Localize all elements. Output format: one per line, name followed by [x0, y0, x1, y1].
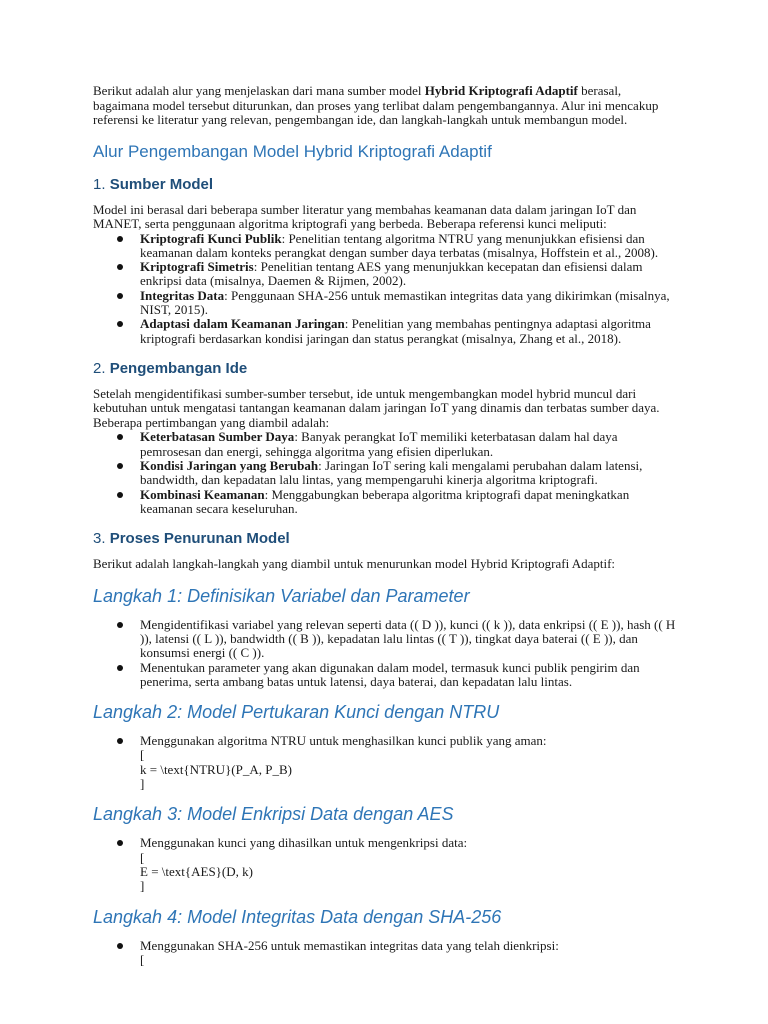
list-item: [93, 317, 678, 346]
intro-pre: Berikut adalah alur yang menjelaskan dari mana sumber model: [93, 83, 425, 98]
bullet-icon: [117, 434, 123, 440]
bullet-icon: [117, 738, 123, 744]
list-item: [93, 734, 678, 791]
equation-open-bracket: [: [140, 951, 145, 967]
document-content: [93, 84, 678, 967]
list-item-text: Menggunakan kunci yang dihasilkan untuk mengenkripsi data:: [140, 835, 468, 851]
equation-close-bracket: ]: [140, 878, 145, 894]
intro-bold: Hybrid Kriptografi Adaptif: [424, 83, 578, 98]
equation: E = \text{AES}(D, k): [140, 863, 253, 879]
list-item-text: Menggunakan algoritma NTRU untuk menghasilkan kunci publik yang aman:: [140, 733, 547, 749]
section-1-heading: [93, 176, 678, 194]
list-item: [93, 661, 678, 690]
bullet-icon: [117, 622, 123, 628]
step-1-title: Langkah 1: Definisikan Variabel dan Parameter: [93, 585, 470, 606]
section-3-number: 3.: [93, 530, 106, 548]
bullet-icon: [117, 321, 123, 327]
section-3-body: [93, 557, 678, 572]
section-2-list: [93, 430, 678, 516]
list-item-term: Keterbatasan Sumber Daya: [140, 429, 295, 445]
section-1-list: [93, 232, 678, 346]
bullet-icon: [117, 492, 123, 498]
list-item-text: : Penelitian tentang AES yang menunjukkan kecepatan dan efisiensi dalam enkripsi data (misalnya, Daemen & Rijmen, 2002).: [140, 259, 643, 289]
list-item: [93, 260, 678, 289]
section-3-text: Berikut adalah langkah-langkah yang diambil untuk menurunkan model Hybrid Kriptografi Adaptif:: [93, 556, 616, 572]
list-item-term: Kombinasi Keamanan: [140, 486, 265, 502]
list-item-text: : Jaringan IoT sering kali mengalami perubahan dalam latensi, bandwidth, dan kepadatan lalu lintas, yang mempengaruhi kinerja algoritma kriptografi.: [140, 457, 643, 488]
equation-close-bracket: ]: [140, 776, 145, 792]
list-item-text: : Penelitian tentang algoritma NTRU yang menunjukkan efisiensi dan keamanan dalam konteks perangkat dengan sumber daya terbatas (misalnya, Hoffstein et al., 2008).: [140, 230, 659, 260]
step-4-title: Langkah 4: Model Integritas Data dengan SHA-256: [93, 906, 502, 927]
section-2-title: Pengembangan Ide: [109, 359, 248, 377]
list-item-term: Integritas Data: [140, 287, 225, 303]
equation-open-bracket: [: [140, 849, 145, 865]
equation: k = \text{NTRU}(P_A, P_B): [140, 761, 292, 777]
bullet-icon: [117, 264, 123, 270]
list-item-text: Menentukan parameter yang akan digunakan dalam model, termasuk kunci publik pengirim dan penerima, serta ambang batas untuk latensi, daya baterai, dan kepadatan lalu lintas.: [140, 659, 640, 689]
section-3-heading: [93, 530, 678, 548]
section-1-number: 1.: [93, 175, 106, 193]
list-item-text: : Penelitian yang membahas pentingnya adaptasi algoritma kriptografi berdasarkan kondisi jaringan dan status perangkat (misalnya, Zhang et al., 2018).: [140, 316, 651, 346]
step-1-list: [93, 618, 678, 689]
list-item: [93, 289, 678, 318]
step-2-title: Langkah 2: Model Pertukaran Kunci dengan NTRU: [93, 702, 500, 723]
list-item-text: : Banyak perangkat IoT memiliki keterbatasan dalam hal daya pemrosesan dan energi, sehingga algoritma yang efisien diperlukan.: [140, 429, 618, 459]
section-2-text: Setelah mengidentifikasi sumber-sumber tersebut, ide untuk mengembangkan model hybrid muncul dari kebutuhan untuk mengatasi tantangan keamanan dalam jaringan IoT yang dinamis dan terbatas sumber daya. Beberapa pertimbangan yang diambil adalah:: [93, 385, 660, 430]
section-2-body: [93, 387, 678, 516]
list-item-text: : Menggabungkan beberapa algoritma kriptografi dapat meningkatkan keamanan secara keseluruhan.: [140, 486, 630, 516]
intro-post: berasal, bagaimana model tersebut diturunkan, dan proses yang terlibat dalam pengembangannya. Alur ini mencakup referensi ke literatur yang relevan, pengembangan ide, dan langkah-langkah untuk membangun model.: [93, 83, 659, 127]
bullet-icon: [117, 840, 123, 846]
section-3-title: Proses Penurunan Model: [109, 530, 290, 548]
main-title: Alur Pengembangan Model Hybrid Kriptografi Adaptif: [93, 141, 492, 161]
list-item: [93, 618, 678, 661]
list-item-term: Kriptografi Kunci Publik: [140, 230, 282, 246]
list-item: [93, 939, 678, 968]
bullet-icon: [117, 463, 123, 469]
list-item-text: Menggunakan SHA-256 untuk memastikan integritas data yang telah dienkripsi:: [140, 937, 559, 953]
list-item: [93, 430, 678, 459]
step-3-title: Langkah 3: Model Enkripsi Data dengan AES: [93, 804, 454, 825]
section-2-number: 2.: [93, 359, 106, 377]
section-1-title: Sumber Model: [109, 175, 214, 193]
list-item: [93, 836, 678, 893]
step-4-list: [93, 939, 678, 968]
equation-open-bracket: [: [140, 747, 145, 763]
step-2-list: [93, 734, 678, 791]
intro-paragraph: [93, 84, 678, 128]
bullet-icon: [117, 943, 123, 949]
list-item-term: Kriptografi Simetris: [140, 259, 254, 275]
step-3-list: [93, 836, 678, 893]
section-2-heading: [93, 360, 678, 378]
list-item-term: Kondisi Jaringan yang Berubah: [140, 457, 319, 473]
bullet-icon: [117, 293, 123, 299]
list-item-text: : Penggunaan SHA-256 untuk memastikan integritas data yang dikirimkan (misalnya, NIST, 2015).: [140, 287, 670, 317]
section-1-text: Model ini berasal dari beberapa sumber literatur yang membahas keamanan data dalam jaringan IoT dan MANET, serta penggunaan algoritma kriptografi yang berbeda. Beberapa referensi kunci meliputi:: [93, 201, 637, 231]
list-item: [93, 459, 678, 488]
bullet-icon: [117, 665, 123, 671]
bullet-icon: [117, 236, 123, 242]
list-item-text: Mengidentifikasi variabel yang relevan seperti data (( D )), kunci (( k )), data enkripsi (( E )), hash (( H )), latensi (( L )), bandwidth (( B )), kepadatan lalu lintas (( T )), tingkat daya baterai (( E )), dan konsumsi energi (( C )).: [140, 616, 676, 661]
list-item: [93, 232, 678, 261]
list-item: [93, 488, 678, 517]
section-1-body: [93, 203, 678, 346]
list-item-term: Adaptasi dalam Keamanan Jaringan: [140, 316, 345, 332]
